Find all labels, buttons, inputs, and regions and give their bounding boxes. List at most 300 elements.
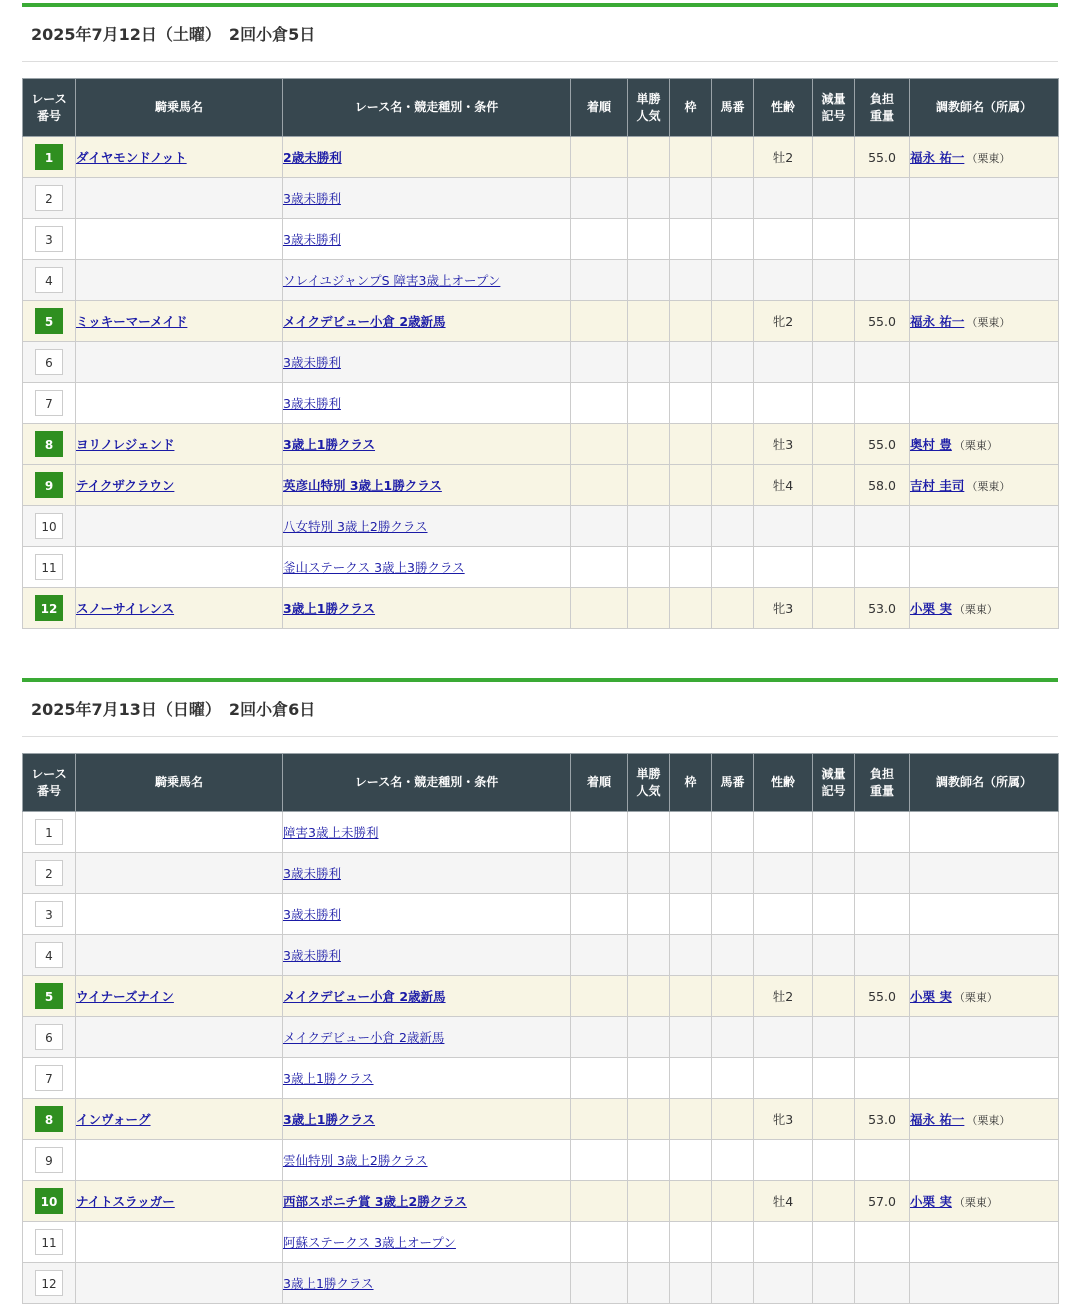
race-link[interactable]: 3歳上1勝クラス	[283, 601, 376, 616]
race-link[interactable]: メイクデビュー小倉 2歳新馬	[283, 989, 446, 1004]
race-link[interactable]: 3歳上1勝クラス	[283, 1112, 376, 1127]
table-row	[23, 301, 1059, 342]
race-cell	[283, 506, 571, 547]
horse-no-cell	[712, 137, 754, 178]
popularity-cell	[628, 424, 670, 465]
horse-no-cell	[712, 342, 754, 383]
weight-cell	[855, 1263, 910, 1304]
race-rows	[23, 812, 1059, 1304]
race-number-badge: 5	[35, 983, 63, 1009]
weight-cell	[855, 1140, 910, 1181]
horse-link[interactable]: インヴォーグ	[76, 1112, 151, 1127]
race-cell	[283, 1181, 571, 1222]
horse-cell	[76, 1140, 283, 1181]
horse-cell	[76, 219, 283, 260]
frame-cell	[670, 1017, 712, 1058]
race-number-badge: 10	[35, 513, 63, 539]
col-sex-age: 性齢	[754, 754, 813, 812]
frame-cell	[670, 588, 712, 629]
trainer-link[interactable]: 福永 祐一	[910, 314, 965, 329]
race-no-cell	[23, 260, 76, 301]
sex-age-cell	[754, 383, 813, 424]
race-cell	[283, 976, 571, 1017]
col-horse-no: 馬番	[712, 79, 754, 137]
finish-cell	[571, 342, 628, 383]
finish-cell	[571, 1181, 628, 1222]
trainer-cell	[910, 219, 1059, 260]
sex-age-cell: 牡4	[754, 465, 813, 506]
trainer-cell	[910, 506, 1059, 547]
race-link[interactable]: 3歳上1勝クラス	[283, 1276, 374, 1291]
race-link[interactable]: 阿蘇ステークス 3歳上オープン	[283, 1235, 456, 1250]
trainer-affiliation: （栗東）	[953, 991, 998, 1004]
popularity-cell	[628, 853, 670, 894]
horse-cell	[76, 424, 283, 465]
col-race: レース名・競走種別・条件	[283, 754, 571, 812]
reduction-cell	[813, 383, 855, 424]
reduction-cell	[813, 812, 855, 853]
table-row	[23, 178, 1059, 219]
col-popularity: 単勝 人気	[628, 754, 670, 812]
race-cell	[283, 383, 571, 424]
popularity-cell	[628, 137, 670, 178]
race-link[interactable]: メイクデビュー小倉 2歳新馬	[283, 1030, 445, 1045]
reduction-cell	[813, 1181, 855, 1222]
race-link[interactable]: 3歳上1勝クラス	[283, 437, 376, 452]
race-cell	[283, 465, 571, 506]
col-sex-age: 性齢	[754, 79, 813, 137]
race-no-cell	[23, 1058, 76, 1099]
horse-cell	[76, 342, 283, 383]
table-row	[23, 342, 1059, 383]
reduction-cell	[813, 137, 855, 178]
race-cell	[283, 588, 571, 629]
race-number-badge: 7	[35, 390, 63, 416]
race-link[interactable]: 3歳未勝利	[283, 191, 341, 206]
race-link[interactable]: 八女特別 3歳上2勝クラス	[283, 519, 428, 534]
trainer-link[interactable]: 福永 祐一	[910, 150, 965, 165]
popularity-cell	[628, 976, 670, 1017]
trainer-affiliation: （栗東）	[966, 152, 1011, 165]
table-row	[23, 1099, 1059, 1140]
race-number-badge: 10	[35, 1188, 63, 1214]
frame-cell	[670, 137, 712, 178]
frame-cell	[670, 1263, 712, 1304]
race-no-cell	[23, 137, 76, 178]
popularity-cell	[628, 935, 670, 976]
trainer-cell	[910, 588, 1059, 629]
col-frame: 枠	[670, 754, 712, 812]
horse-cell	[76, 812, 283, 853]
day-title: 2025年7月13日（日曜） 2回小倉6日	[22, 682, 1058, 737]
trainer-link[interactable]: 吉村 圭司	[910, 478, 965, 493]
frame-cell	[670, 301, 712, 342]
popularity-cell	[628, 506, 670, 547]
race-link[interactable]: 3歳未勝利	[283, 866, 341, 881]
sex-age-cell	[754, 1058, 813, 1099]
trainer-cell	[910, 1017, 1059, 1058]
race-number-badge: 9	[35, 472, 63, 498]
popularity-cell	[628, 894, 670, 935]
reduction-cell	[813, 1017, 855, 1058]
table-header-row	[23, 754, 1059, 812]
weight-cell	[855, 1058, 910, 1099]
trainer-affiliation: （栗東）	[953, 603, 998, 616]
horse-no-cell	[712, 219, 754, 260]
race-link[interactable]: 3歳上1勝クラス	[283, 1071, 374, 1086]
trainer-link[interactable]: 福永 祐一	[910, 1112, 965, 1127]
sex-age-cell	[754, 547, 813, 588]
col-reduction: 減量 記号	[813, 79, 855, 137]
race-no-cell	[23, 219, 76, 260]
horse-no-cell	[712, 506, 754, 547]
frame-cell	[670, 853, 712, 894]
col-race-no: レース 番号	[23, 79, 76, 137]
horse-link[interactable]: ダイヤモンドノット	[76, 150, 187, 165]
trainer-cell	[910, 342, 1059, 383]
horse-no-cell	[712, 1017, 754, 1058]
trainer-cell	[910, 1263, 1059, 1304]
race-cell	[283, 1017, 571, 1058]
finish-cell	[571, 1263, 628, 1304]
reduction-cell	[813, 219, 855, 260]
race-number-badge: 11	[35, 554, 63, 580]
sex-age-cell: 牡4	[754, 1181, 813, 1222]
race-cell	[283, 301, 571, 342]
finish-cell	[571, 1099, 628, 1140]
frame-cell	[670, 342, 712, 383]
sex-age-cell	[754, 178, 813, 219]
weight-cell: 55.0	[855, 976, 910, 1017]
race-cell	[283, 1140, 571, 1181]
popularity-cell	[628, 1017, 670, 1058]
weight-cell	[855, 1222, 910, 1263]
race-link[interactable]: 雲仙特別 3歳上2勝クラス	[283, 1153, 428, 1168]
horse-cell	[76, 301, 283, 342]
race-link[interactable]: メイクデビュー小倉 2歳新馬	[283, 314, 446, 329]
horse-no-cell	[712, 260, 754, 301]
horse-link[interactable]: ウイナーズナイン	[76, 989, 174, 1004]
weight-cell	[855, 812, 910, 853]
race-no-cell	[23, 342, 76, 383]
trainer-link[interactable]: 小栗 実	[910, 601, 952, 616]
horse-no-cell	[712, 1099, 754, 1140]
race-no-cell	[23, 465, 76, 506]
reduction-cell	[813, 1263, 855, 1304]
sex-age-cell	[754, 935, 813, 976]
horse-link[interactable]: ヨリノレジェンド	[76, 437, 175, 452]
race-cell	[283, 219, 571, 260]
popularity-cell	[628, 383, 670, 424]
table-row	[23, 894, 1059, 935]
race-cell	[283, 178, 571, 219]
frame-cell	[670, 178, 712, 219]
race-table	[22, 78, 1059, 629]
trainer-cell	[910, 301, 1059, 342]
frame-cell	[670, 1099, 712, 1140]
popularity-cell	[628, 588, 670, 629]
race-number-badge: 3	[35, 226, 63, 252]
horse-no-cell	[712, 853, 754, 894]
table-row	[23, 1058, 1059, 1099]
popularity-cell	[628, 301, 670, 342]
horse-no-cell	[712, 588, 754, 629]
finish-cell	[571, 178, 628, 219]
trainer-affiliation: （栗東）	[953, 1196, 998, 1209]
frame-cell	[670, 894, 712, 935]
finish-cell	[571, 547, 628, 588]
race-cell	[283, 853, 571, 894]
table-row	[23, 506, 1059, 547]
popularity-cell	[628, 547, 670, 588]
race-number-badge: 12	[35, 595, 63, 621]
table-row	[23, 1222, 1059, 1263]
table-row	[23, 260, 1059, 301]
race-number-badge: 4	[35, 267, 63, 293]
race-cell	[283, 1222, 571, 1263]
reduction-cell	[813, 1140, 855, 1181]
race-no-cell	[23, 1140, 76, 1181]
popularity-cell	[628, 1058, 670, 1099]
weight-cell	[855, 260, 910, 301]
sex-age-cell: 牡3	[754, 424, 813, 465]
frame-cell	[670, 1181, 712, 1222]
race-number-badge: 6	[35, 349, 63, 375]
horse-cell	[76, 137, 283, 178]
reduction-cell	[813, 465, 855, 506]
weight-cell: 53.0	[855, 1099, 910, 1140]
race-no-cell	[23, 853, 76, 894]
race-link[interactable]: 釜山ステークス 3歳上3勝クラス	[283, 560, 465, 575]
trainer-cell	[910, 853, 1059, 894]
finish-cell	[571, 853, 628, 894]
race-no-cell	[23, 812, 76, 853]
frame-cell	[670, 547, 712, 588]
trainer-cell	[910, 976, 1059, 1017]
horse-cell	[76, 1058, 283, 1099]
race-link[interactable]: 西部スポニチ賞 3歳上2勝クラス	[283, 1194, 467, 1209]
horse-link[interactable]: ミッキーマーメイド	[76, 314, 188, 329]
horse-no-cell	[712, 547, 754, 588]
race-link[interactable]: 英彦山特別 3歳上1勝クラス	[283, 478, 442, 493]
race-no-cell	[23, 935, 76, 976]
race-cell	[283, 894, 571, 935]
race-no-cell	[23, 178, 76, 219]
day-section-2	[22, 678, 1058, 1304]
horse-cell	[76, 976, 283, 1017]
col-frame: 枠	[670, 79, 712, 137]
trainer-cell	[910, 465, 1059, 506]
weight-cell: 53.0	[855, 588, 910, 629]
race-cell	[283, 137, 571, 178]
finish-cell	[571, 1017, 628, 1058]
finish-cell	[571, 935, 628, 976]
table-row	[23, 424, 1059, 465]
race-link[interactable]: 障害3歳上未勝利	[283, 825, 379, 840]
col-finish: 着順	[571, 79, 628, 137]
trainer-cell	[910, 894, 1059, 935]
horse-cell	[76, 1017, 283, 1058]
weight-cell	[855, 853, 910, 894]
day-section-1	[22, 3, 1058, 629]
table-row	[23, 935, 1059, 976]
race-cell	[283, 1058, 571, 1099]
finish-cell	[571, 137, 628, 178]
frame-cell	[670, 1140, 712, 1181]
finish-cell	[571, 260, 628, 301]
sex-age-cell	[754, 1017, 813, 1058]
popularity-cell	[628, 1099, 670, 1140]
trainer-affiliation: （栗東）	[966, 1114, 1011, 1127]
horse-cell	[76, 260, 283, 301]
horse-cell	[76, 1181, 283, 1222]
popularity-cell	[628, 812, 670, 853]
sex-age-cell: 牡2	[754, 137, 813, 178]
sex-age-cell	[754, 1140, 813, 1181]
race-number-badge: 3	[35, 901, 63, 927]
horse-cell	[76, 1099, 283, 1140]
reduction-cell	[813, 547, 855, 588]
race-no-cell	[23, 506, 76, 547]
popularity-cell	[628, 1181, 670, 1222]
finish-cell	[571, 894, 628, 935]
horse-link[interactable]: スノーサイレンス	[76, 601, 175, 616]
race-no-cell	[23, 588, 76, 629]
weight-cell	[855, 178, 910, 219]
horse-cell	[76, 1222, 283, 1263]
table-row	[23, 219, 1059, 260]
horse-no-cell	[712, 383, 754, 424]
frame-cell	[670, 424, 712, 465]
frame-cell	[670, 383, 712, 424]
horse-cell	[76, 383, 283, 424]
finish-cell	[571, 301, 628, 342]
race-no-cell	[23, 1263, 76, 1304]
horse-cell	[76, 178, 283, 219]
finish-cell	[571, 465, 628, 506]
popularity-cell	[628, 1140, 670, 1181]
race-number-badge: 5	[35, 308, 63, 334]
sex-age-cell	[754, 506, 813, 547]
col-popularity: 単勝 人気	[628, 79, 670, 137]
race-no-cell	[23, 301, 76, 342]
race-no-cell	[23, 894, 76, 935]
weight-cell: 55.0	[855, 424, 910, 465]
trainer-link[interactable]: 小栗 実	[910, 989, 952, 1004]
race-link[interactable]: 3歳未勝利	[283, 396, 341, 411]
col-horse-no: 馬番	[712, 754, 754, 812]
horse-no-cell	[712, 1263, 754, 1304]
horse-cell	[76, 506, 283, 547]
reduction-cell	[813, 853, 855, 894]
popularity-cell	[628, 465, 670, 506]
race-link[interactable]: 3歳未勝利	[283, 355, 341, 370]
trainer-link[interactable]: 奥村 豊	[910, 437, 952, 452]
table-row	[23, 812, 1059, 853]
horse-no-cell	[712, 894, 754, 935]
race-no-cell	[23, 1017, 76, 1058]
race-link[interactable]: 3歳未勝利	[283, 232, 341, 247]
race-cell	[283, 1263, 571, 1304]
col-race-no: レース 番号	[23, 754, 76, 812]
horse-no-cell	[712, 1181, 754, 1222]
sex-age-cell: 牡2	[754, 976, 813, 1017]
weight-cell: 58.0	[855, 465, 910, 506]
table-row	[23, 588, 1059, 629]
popularity-cell	[628, 178, 670, 219]
col-weight: 負担 重量	[855, 79, 910, 137]
sex-age-cell: 牝3	[754, 588, 813, 629]
day-title: 2025年7月12日（土曜） 2回小倉5日	[22, 7, 1058, 62]
race-link[interactable]: ソレイユジャンプS 障害3歳上オープン	[283, 273, 501, 288]
reduction-cell	[813, 506, 855, 547]
table-row	[23, 465, 1059, 506]
race-no-cell	[23, 1222, 76, 1263]
sex-age-cell	[754, 260, 813, 301]
race-link[interactable]: 3歳未勝利	[283, 948, 341, 963]
finish-cell	[571, 976, 628, 1017]
horse-link[interactable]: テイクザクラウン	[76, 478, 175, 493]
weight-cell	[855, 547, 910, 588]
reduction-cell	[813, 301, 855, 342]
horse-cell	[76, 935, 283, 976]
weight-cell	[855, 219, 910, 260]
race-number-badge: 1	[35, 819, 63, 845]
table-row	[23, 1181, 1059, 1222]
finish-cell	[571, 1222, 628, 1263]
reduction-cell	[813, 1099, 855, 1140]
frame-cell	[670, 260, 712, 301]
table-header-row	[23, 79, 1059, 137]
trainer-cell	[910, 935, 1059, 976]
race-number-badge: 12	[35, 1270, 63, 1296]
trainer-cell	[910, 1181, 1059, 1222]
horse-link[interactable]: ナイトスラッガー	[76, 1194, 175, 1209]
horse-no-cell	[712, 424, 754, 465]
sex-age-cell	[754, 894, 813, 935]
horse-no-cell	[712, 1140, 754, 1181]
trainer-cell	[910, 1222, 1059, 1263]
weight-cell: 55.0	[855, 137, 910, 178]
trainer-cell	[910, 260, 1059, 301]
race-cell	[283, 1099, 571, 1140]
popularity-cell	[628, 1222, 670, 1263]
race-link[interactable]: 2歳未勝利	[283, 150, 342, 165]
horse-cell	[76, 1263, 283, 1304]
race-table	[22, 753, 1059, 1304]
race-cell	[283, 935, 571, 976]
race-link[interactable]: 3歳未勝利	[283, 907, 341, 922]
table-row	[23, 137, 1059, 178]
frame-cell	[670, 812, 712, 853]
finish-cell	[571, 1058, 628, 1099]
race-number-badge: 1	[35, 144, 63, 170]
race-rows	[23, 137, 1059, 629]
trainer-cell	[910, 547, 1059, 588]
reduction-cell	[813, 260, 855, 301]
finish-cell	[571, 588, 628, 629]
weight-cell	[855, 342, 910, 383]
table-row	[23, 1017, 1059, 1058]
finish-cell	[571, 219, 628, 260]
table-row	[23, 547, 1059, 588]
sex-age-cell: 牝2	[754, 301, 813, 342]
trainer-link[interactable]: 小栗 実	[910, 1194, 952, 1209]
race-number-badge: 8	[35, 1106, 63, 1132]
col-trainer: 調教師名（所属）	[910, 754, 1059, 812]
horse-cell	[76, 547, 283, 588]
sex-age-cell	[754, 812, 813, 853]
